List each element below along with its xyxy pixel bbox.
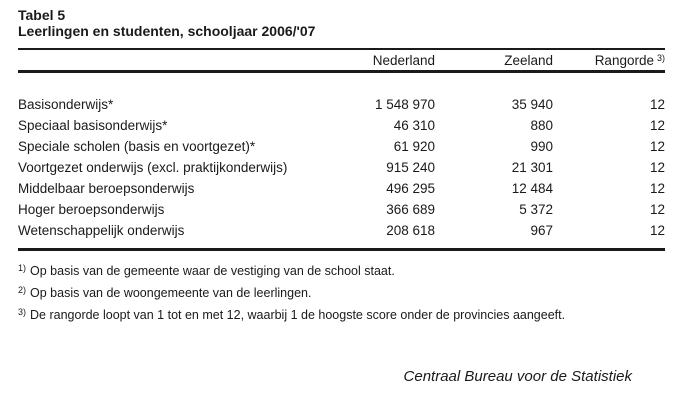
- zeeland-value: 12 484: [511, 181, 553, 196]
- column-header-nederland: Nederland: [372, 53, 435, 68]
- rangorde-value: 12: [649, 223, 665, 238]
- row-label: Speciaal basisonderwijs*: [18, 118, 168, 133]
- nederland-value: 208 618: [386, 223, 435, 238]
- table-row: [18, 202, 665, 223]
- row-label: Middelbaar beroepsonderwijs: [18, 181, 195, 196]
- table-row: [18, 181, 665, 202]
- footnotes-section: [18, 260, 665, 326]
- table-body: [18, 97, 665, 244]
- rangorde-value: 12: [649, 181, 665, 196]
- row-label: Speciale scholen (basis en voortgezet)*: [18, 139, 256, 154]
- zeeland-value: 990: [530, 139, 553, 154]
- zeeland-value: 21 301: [511, 160, 553, 175]
- zeeland-value: 967: [530, 223, 553, 238]
- rangorde-footnote-marker: 3): [656, 52, 665, 63]
- column-header-rangorde-label: Rangorde: [594, 53, 654, 68]
- nederland-value: 1 548 970: [374, 97, 435, 112]
- zeeland-value: 5 372: [519, 202, 553, 217]
- footnote-3-text: De rangorde loopt van 1 tot en met 12, waarbij 1 de hoogste score onder de provincies aangeeft.: [30, 308, 566, 322]
- table-number: Tabel 5: [18, 7, 66, 23]
- nederland-value: 915 240: [386, 160, 435, 175]
- rangorde-value: 12: [649, 202, 665, 217]
- divider-top: [18, 48, 665, 50]
- footnote-2-text: Op basis van de woongemeente van de leerlingen.: [30, 286, 312, 300]
- rangorde-value: 12: [649, 160, 665, 175]
- nederland-value: 366 689: [386, 202, 435, 217]
- nederland-value: 61 920: [393, 139, 435, 154]
- page-title: Leerlingen en studenten, schooljaar 2006/'07: [18, 23, 316, 39]
- table-row: [18, 223, 665, 244]
- table-row: [18, 160, 665, 181]
- table-content: [18, 8, 665, 326]
- footnote-1-text: Op basis van de gemeente waar de vestiging van de school staat.: [30, 264, 395, 278]
- publisher-credit: Centraal Bureau voor de Statistiek: [403, 368, 632, 385]
- nederland-value: 496 295: [386, 181, 435, 196]
- footnote-2-marker: 2): [18, 284, 27, 295]
- rangorde-value: 12: [649, 139, 665, 154]
- row-label: Voortgezet onderwijs (excl. praktijkonderwijs): [18, 160, 288, 175]
- divider-bottom: [18, 248, 665, 251]
- table-row: [18, 97, 665, 118]
- table-header-row: [18, 52, 665, 70]
- table-row: [18, 118, 665, 139]
- column-header-rangorde: [553, 53, 665, 68]
- footnote-3: [18, 304, 665, 326]
- table-row: [18, 139, 665, 160]
- column-header-zeeland: Zeeland: [504, 53, 553, 68]
- row-label: Wetenschappelijk onderwijs: [18, 223, 185, 238]
- divider-header: [18, 70, 665, 73]
- zeeland-value: 880: [530, 118, 553, 133]
- zeeland-value: 35 940: [511, 97, 553, 112]
- row-label: Hoger beroepsonderwijs: [18, 202, 165, 217]
- footnote-1: [18, 260, 665, 282]
- nederland-value: 46 310: [393, 118, 435, 133]
- footnote-3-marker: 3): [18, 306, 27, 317]
- footnote-2: [18, 282, 665, 304]
- rangorde-value: 12: [649, 118, 665, 133]
- rangorde-value: 12: [649, 97, 665, 112]
- footnote-1-marker: 1): [18, 262, 27, 273]
- row-label: Basisonderwijs*: [18, 97, 114, 112]
